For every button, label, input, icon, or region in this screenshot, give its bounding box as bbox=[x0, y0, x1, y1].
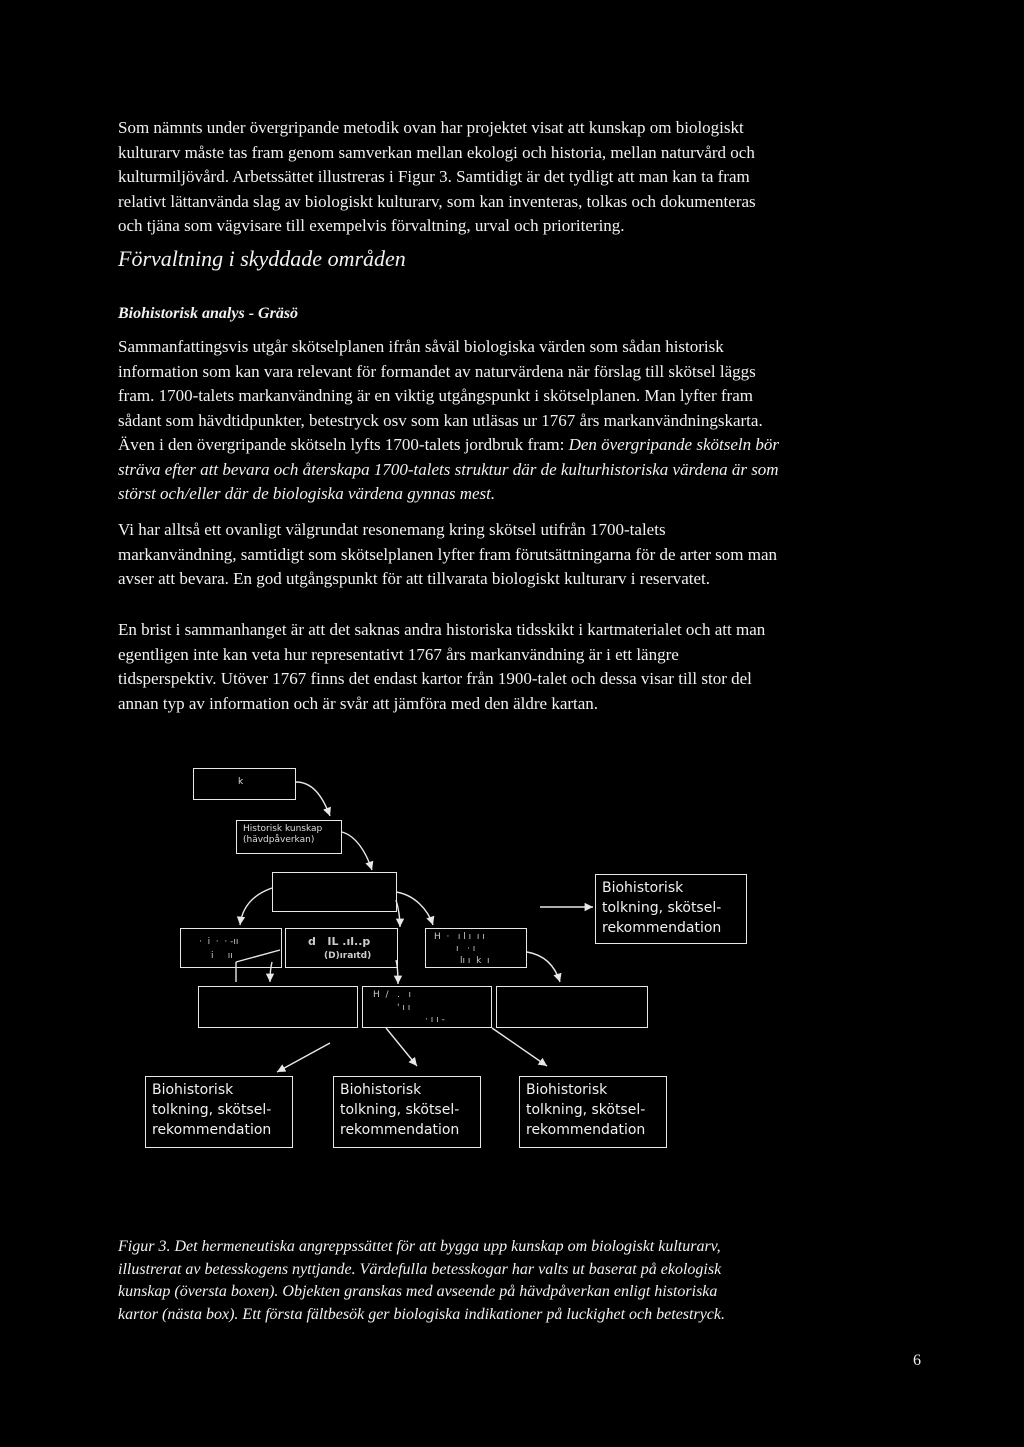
garbled-text: ı · ı bbox=[456, 944, 476, 954]
text-line: och tjäna som vägvisare till exempelvis förvaltning, urval och prioritering. bbox=[118, 216, 625, 235]
box-line: rekommendation bbox=[152, 1122, 272, 1138]
subheading: Biohistorisk analys - Gräsö bbox=[118, 305, 299, 322]
garbled-text: H · ı l ı ı ı bbox=[434, 932, 485, 942]
garbled-text: (D)ıraıtd) bbox=[324, 951, 372, 961]
garbled-text: · i · · -ıı bbox=[199, 937, 239, 947]
text-line: sådant som hävdtidpunkter, betestryck osv som kan utläsas ur 1767 års markanvändningskarta. bbox=[118, 410, 763, 430]
garbled-text: i ıı bbox=[211, 951, 233, 961]
box-line: tolkning, skötsel- bbox=[602, 900, 722, 916]
box-label: Historisk kunskap bbox=[243, 824, 323, 834]
text-line: kulturarv måste tas fram genom samverkan mellan ekologi och historia, mellan naturvård och bbox=[118, 142, 755, 162]
box-line: Biohistorisk bbox=[602, 880, 684, 896]
box-line: tolkning, skötsel- bbox=[340, 1102, 460, 1118]
text-line: fram. 1700-talets markanvändning är en viktig utgångspunkt i skötselplanen. Man lyfter fram bbox=[118, 386, 753, 405]
caption-line: Figur 3. Det hermeneutiska angreppssättet för att bygga upp kunskap om biologiskt kulturarv, bbox=[118, 1238, 721, 1255]
analysis-box-left bbox=[198, 986, 358, 1028]
text-line: kulturmiljövård. Arbetssättet illustreras i Figur 3. Samtidigt är det tydligt att man kan ta fram bbox=[118, 167, 750, 186]
caption-line: kartor (nästa box). Ett första fältbesök ger biologiska indikationer på luckighet och betestryck. bbox=[118, 1305, 725, 1323]
analysis-box-center bbox=[362, 986, 492, 1028]
text-line: Vi har alltså ett ovanligt välgrundat resonemang kring skötsel utifrån 1700-talets bbox=[118, 520, 666, 539]
box-line: rekommendation bbox=[526, 1122, 646, 1138]
ecological-knowledge-box bbox=[193, 768, 296, 800]
garbled-text: · ı ı - bbox=[425, 1015, 445, 1025]
garbled-text: ' ı ı bbox=[397, 1003, 411, 1013]
text-line: information som kan vara relevant för formandet av naturvärdena när förslag till skötsel läggs bbox=[118, 361, 756, 381]
box-line: tolkning, skötsel- bbox=[526, 1102, 646, 1118]
indicator-box-left bbox=[180, 928, 282, 968]
interpretation-box-1 bbox=[145, 1076, 293, 1148]
box-line: tolkning, skötsel- bbox=[152, 1102, 272, 1118]
text-line: annan typ av information och är svår att jämföra med den äldre kartan. bbox=[118, 693, 599, 713]
text-normal: Även i den övergripande skötseln lyfts 1700-talets jordbruk fram: bbox=[118, 435, 569, 454]
interpretation-box-3 bbox=[519, 1076, 667, 1148]
garbled-text: d IL .ıl..p bbox=[308, 935, 371, 948]
text-line: En brist i sammanhanget är att det saknas andra historiska tidsskikt i kartmaterialet och att man bbox=[118, 620, 766, 639]
text-line: Som nämnts under övergripande metodik ovan har projektet visat att kunskap om biologiskt bbox=[118, 118, 744, 137]
box-line: rekommendation bbox=[602, 920, 722, 936]
quote-start: Den övergripande skötseln bör bbox=[568, 435, 779, 454]
indicator-box-center bbox=[285, 928, 398, 968]
text-line: relativt lättanvända slag av biologiskt kulturarv, som kan inventeras, tolkas och dokumenteras bbox=[118, 191, 756, 211]
text-line: tidsperspektiv. Utöver 1767 finns det endast kartor från 1900-talet och dessa visar till stor del bbox=[118, 669, 752, 688]
box-label: k bbox=[238, 777, 244, 787]
interpretation-box-right bbox=[595, 874, 747, 944]
box-line: Biohistorisk bbox=[152, 1082, 234, 1098]
text-line: egentligen inte kan veta hur representativt 1767 års markanvändning är i ett längre bbox=[118, 644, 679, 664]
garbled-text: H / . ı bbox=[373, 990, 412, 1000]
box-line: Biohistorisk bbox=[340, 1082, 422, 1098]
page-number: 6 bbox=[913, 1352, 921, 1369]
quote-line: störst och/eller där de biologiska värdena gynnas mest. bbox=[118, 484, 496, 503]
caption-line: illustrerat av betesskogens nyttjande. Värdefulla betesskogar har valts ut baserat på ekologisk bbox=[118, 1260, 722, 1278]
figure-caption bbox=[118, 1236, 918, 1326]
quote-line: sträva efter att bevara och återskapa 1700-talets struktur där de kulturhistoriska värdena är som bbox=[118, 459, 779, 479]
historical-knowledge-box bbox=[236, 820, 342, 854]
section-heading: Förvaltning i skyddade områden bbox=[118, 246, 406, 271]
caption-line: kunskap (översta boxen). Objekten granskas med avseende på hävdpåverkan enligt historiska bbox=[118, 1283, 718, 1300]
garbled-text: lı ı k ı bbox=[460, 956, 490, 966]
analysis-box-right bbox=[496, 986, 648, 1028]
indicator-box-right bbox=[425, 928, 527, 968]
field-visit-box bbox=[272, 872, 397, 912]
text-line: avser att bevara. En god utgångspunkt för att tillvarata biologiskt kulturarv i reservatet. bbox=[118, 569, 710, 588]
box-label: (hävdpåverkan) bbox=[243, 835, 315, 845]
box-line: rekommendation bbox=[340, 1122, 460, 1138]
box-line: Biohistorisk bbox=[526, 1082, 608, 1098]
text-line: Sammanfattingsvis utgår skötselplanen ifrån såväl biologiska värden som sådan historisk bbox=[118, 337, 724, 356]
text-line: markanvändning, samtidigt som skötselplanen lyfter fram förutsättningarna för de arter som man bbox=[118, 544, 778, 564]
interpretation-box-2 bbox=[333, 1076, 481, 1148]
